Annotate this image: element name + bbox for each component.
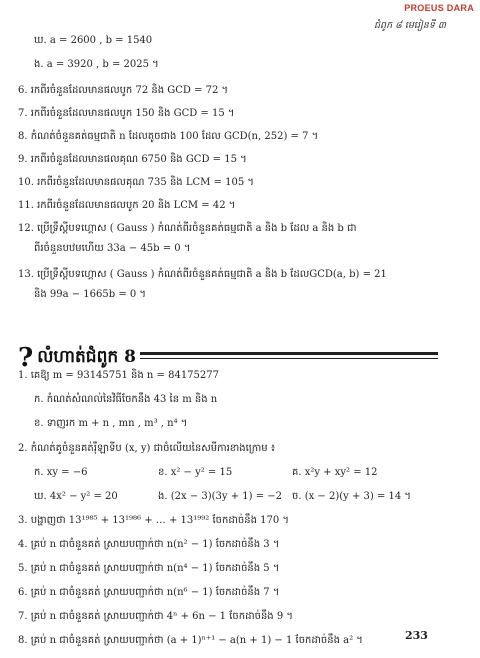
brand-label: PROEUS DARA [404,3,474,13]
exercise-line: 13. ប្រើទ្រឹស្តីបទហ្គោស ( Gauss ) កំណត់ពីរចំនួនគត់ធម្មជាតិ a និង b ដែលGCD(a, b) = 21 [18,269,387,280]
exercise-line: គ. x²y + xy² = 12 [292,467,378,478]
exercise-line: 6. រកពីរចំនួនដែលមានផលបូក 72 និង GCD = 72 ។ [18,85,229,96]
section-rule-thin [140,358,438,359]
exercise-line: ក. កំណត់សំណល់នៃវិធីចែកនឹង 43 នៃ m និង n [34,394,218,405]
section-title-text: លំហាត់ជំពូក 8 [37,347,136,367]
exercise-line: ឃ. a = 2600 , b = 1540 [34,35,153,46]
exercise-line: 11. រកពីរចំនួនដែលមានផលបូក 20 និង LCM = 42 ។ [18,200,236,211]
exercise-line: 2. កំណត់គូចំនួនគត់រ៉ឺឡាទីប (x, y) ជាចំលើយនៃសមីការខាងក្រោម ៖ [18,443,276,454]
exercise-line: 10. រកពីរចំនួនដែលមានផលគុណ 735 និង LCM = 105 ។ [18,177,254,188]
exercise-line: ឃ. 4x² − y² = 20 [34,491,118,502]
exercise-line: ខ. x² − y² = 15 [158,467,233,478]
exercise-line: 8. គ្រប់ n ជាចំនួនគត់ ស្រាយបញ្ជាក់ថា (a + 1)ⁿ⁺¹ − a(n + 1) − 1 ចែកដាច់នឹង a² ។ [18,635,363,646]
exercise-line: 3. បង្ហាញថា 13¹⁹⁸⁵ + 13¹⁹⁸⁶ + … + 13¹⁹⁹² ចែកដាច់នឹង 170 ។ [18,515,289,526]
exercise-line: 1. គេឱ្យ m = 93145751 និង n = 84175277 [18,370,219,381]
section-rule-thick [140,352,438,355]
section-title [18,343,136,373]
page-number: 233 [405,629,428,642]
question-mark-icon: ? [18,343,34,373]
exercise-line: 7. គ្រប់ n ជាចំនួនគត់ ស្រាយបញ្ជាក់ថា 4ⁿ + 6n − 1 ចែកដាច់នឹង 9 ។ [18,611,293,622]
exercise-line: 8. កំណត់ចំនួនគត់ធម្មជាតិ n ដែលតូចជាង 100 ដែល GCD(n, 252) = 7 ។ [18,131,319,142]
exercise-line: ច. (x − 2)(y + 3) = 14 ។ [292,491,412,502]
chapter-header: ជំពូក ៨ មេរៀនទី ៣ [374,20,446,31]
exercise-line: ង. (2x − 3)(3y + 1) = −2 [158,491,282,502]
exercise-line: ពីរចំនួនបឋមហើយ 33a − 45b = 0 ។ [34,243,191,254]
exercise-line: ក. xy = −6 [34,467,88,478]
exercise-line: 4. គ្រប់ n ជាចំនួនគត់ ស្រាយបញ្ជាក់ថា n(n² − 1) ចែកដាច់នឹង 3 ។ [18,539,280,550]
exercise-line: និង 99a − 1665b = 0 ។ [34,289,147,300]
exercise-line: 12. ប្រើទ្រឹស្តីបទហ្គោស ( Gauss ) កំណត់ពីរចំនួនគត់ធម្មជាតិ a និង b ដែល a និង b ជា [18,223,357,234]
exercise-line: ខ. ទាញរក m + n , mn , m³ , n⁴ ។ [34,418,188,429]
exercise-line: ង. a = 3920 , b = 2025 ។ [34,59,159,70]
exercise-line: 9. រកពីរចំនួនដែលមានផលគុណ 6750 និង GCD = 15 ។ [18,154,247,165]
exercise-line: 7. រកពីរចំនួនដែលមានផលបូក 150 និង GCD = 15 ។ [18,108,235,119]
exercise-line: 5. គ្រប់ n ជាចំនួនគត់ ស្រាយបញ្ជាក់ថា n(n⁴ − 1) ចែកដាច់នឹង 5 ។ [18,563,280,574]
exercise-line: 6. គ្រប់ n ជាចំនួនគត់ ស្រាយបញ្ជាក់ថា n(n⁶ − 1) ចែកដាច់នឹង 7 ។ [18,587,280,598]
